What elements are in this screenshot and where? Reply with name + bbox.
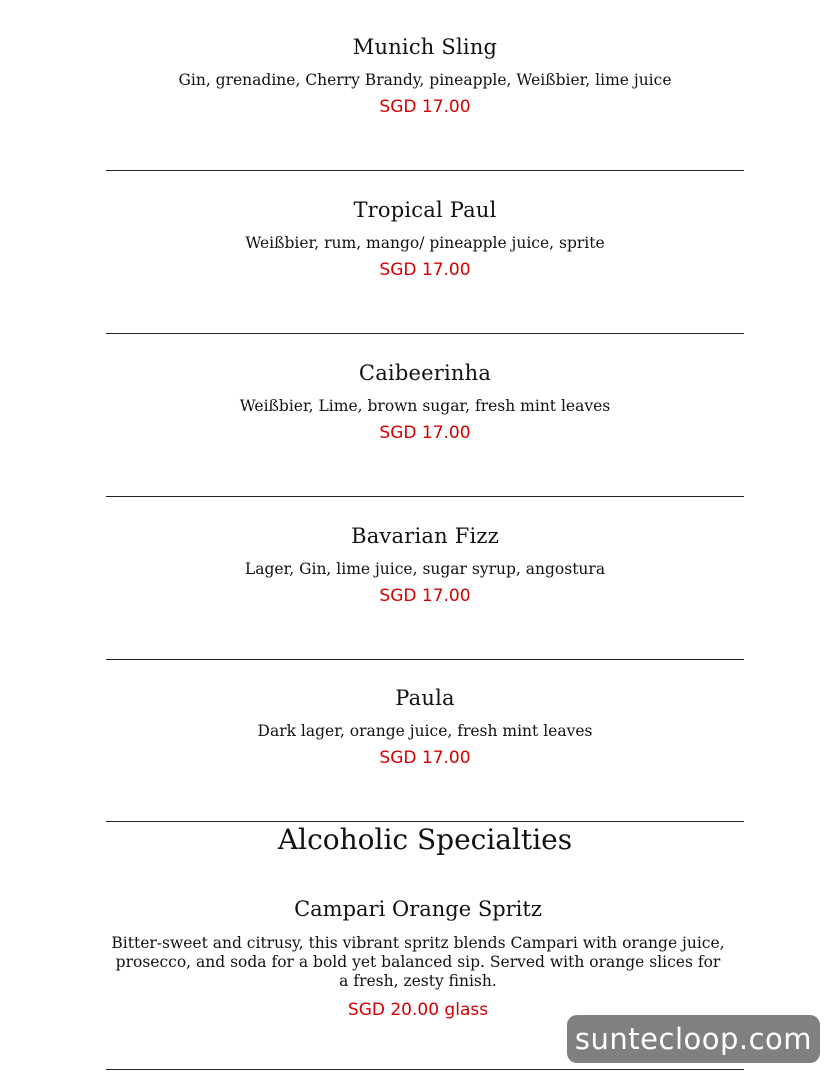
item-price: SGD 17.00 (379, 97, 471, 117)
divider (106, 170, 744, 171)
item-name: Paula (395, 686, 455, 710)
item-name: Tropical Paul (353, 198, 497, 222)
item-description: Bitter-sweet and citrusy, this vibrant spritz blends Campari with orange juice, prosecco, and soda for a bold yet balanced sip. Served with orange slices for a fresh, zesty finish. (111, 934, 725, 990)
item-price: SGD 17.00 (379, 748, 471, 768)
item-description: Dark lager, orange juice, fresh mint leaves (257, 722, 593, 740)
specialty-item (106, 896, 730, 1021)
menu-item (106, 360, 744, 444)
item-price: SGD 20.00 glass (347, 1000, 489, 1020)
divider (106, 821, 744, 822)
divider (106, 333, 744, 334)
menu-item (106, 34, 744, 118)
watermark-badge: suntecloop.com (567, 1015, 820, 1063)
item-name: Bavarian Fizz (351, 524, 499, 548)
divider (106, 496, 744, 497)
item-description: Lager, Gin, lime juice, sugar syrup, angostura (244, 560, 606, 578)
menu-item (106, 197, 744, 281)
section-title: Alcoholic Specialties (277, 823, 573, 856)
item-description: Weißbier, Lime, brown sugar, fresh mint leaves (239, 397, 611, 415)
item-price: SGD 17.00 (379, 586, 471, 606)
divider (106, 659, 744, 660)
item-name: Caibeerinha (358, 361, 492, 385)
menu-item (106, 523, 744, 607)
item-name: Munich Sling (352, 35, 498, 59)
item-price: SGD 17.00 (379, 260, 471, 280)
item-price: SGD 17.00 (379, 423, 471, 443)
item-description: Weißbier, rum, mango/ pineapple juice, sprite (245, 234, 605, 252)
item-name: Campari Orange Spritz (294, 897, 542, 921)
menu-item (106, 685, 744, 769)
item-description: Gin, grenadine, Cherry Brandy, pineapple, Weißbier, lime juice (178, 71, 672, 89)
divider (106, 1069, 744, 1070)
